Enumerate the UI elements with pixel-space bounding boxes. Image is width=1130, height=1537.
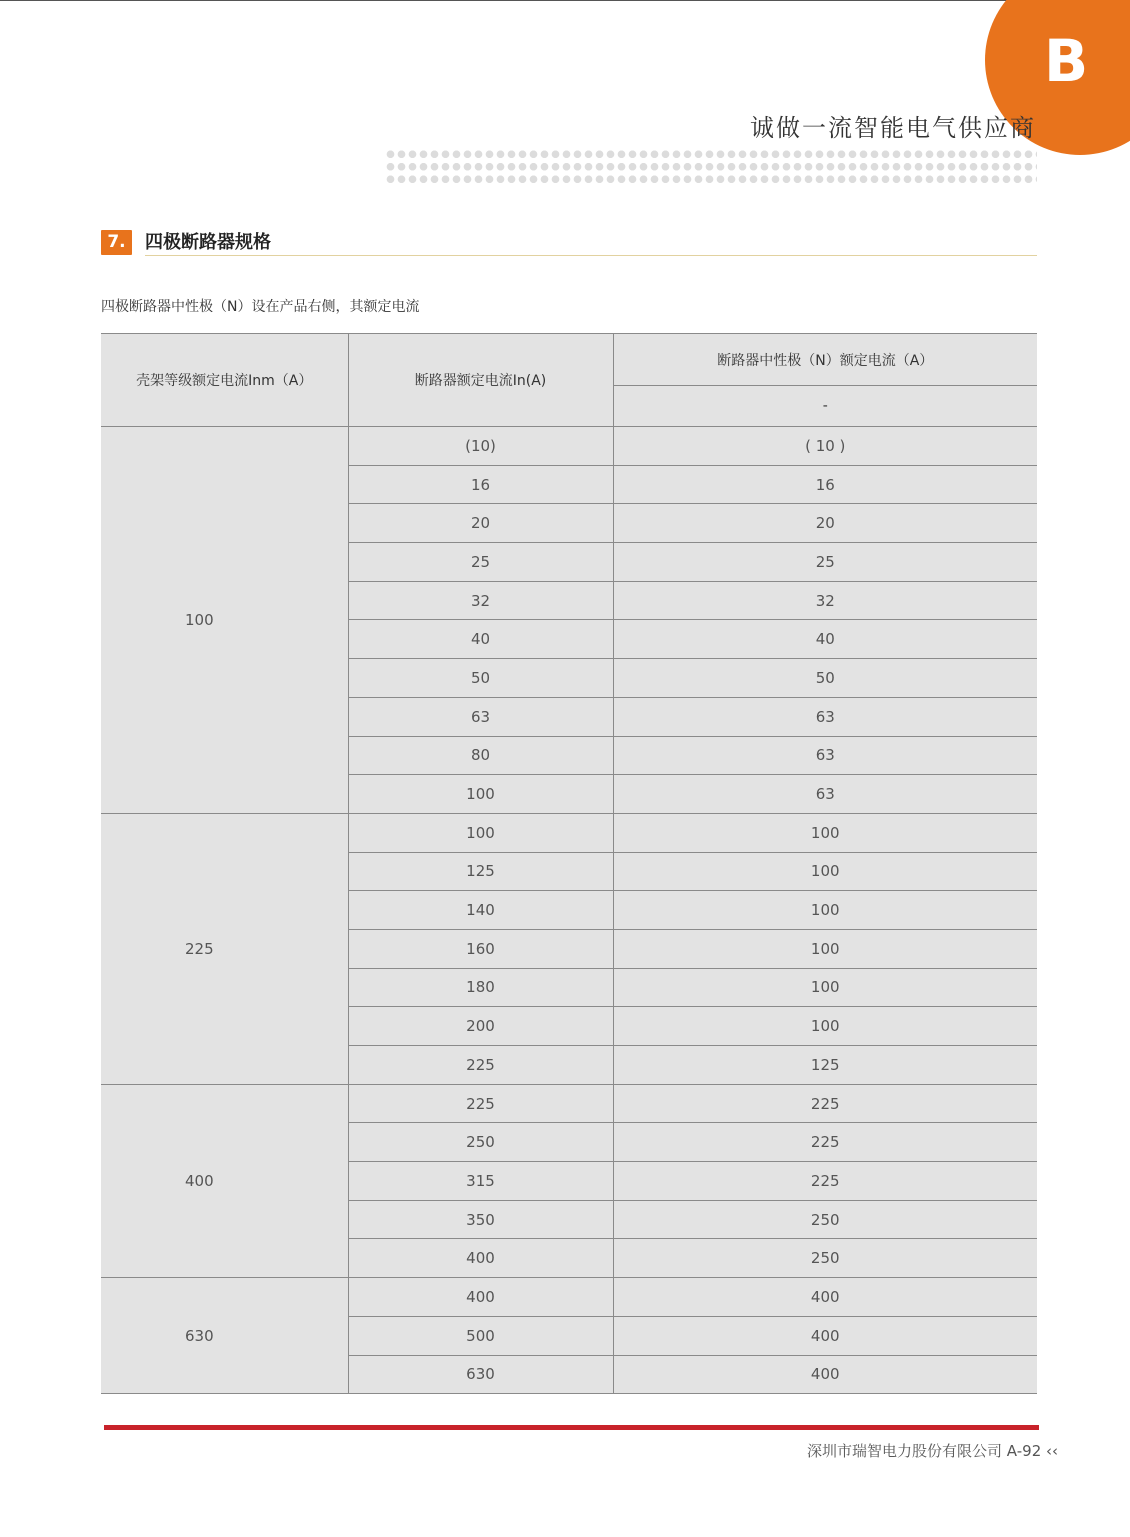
neutral-current-cell: 50 — [613, 659, 1037, 698]
breaker-current-cell: 125 — [348, 852, 613, 891]
section-intro-text: 四极断路器中性极（N）设在产品右侧，其额定电流 — [101, 299, 420, 315]
neutral-current-cell: 225 — [613, 1123, 1037, 1162]
breaker-current-cell: 315 — [348, 1162, 613, 1201]
breaker-current-cell: 400 — [348, 1239, 613, 1278]
table-row — [101, 1278, 1037, 1317]
table-row — [101, 1084, 1037, 1123]
page-top-border — [0, 0, 1130, 1]
table-header-row — [101, 334, 1037, 386]
breaker-current-cell: 225 — [348, 1084, 613, 1123]
neutral-current-cell: 250 — [613, 1239, 1037, 1278]
neutral-current-cell: 63 — [613, 736, 1037, 775]
section-badge-letter: B — [1044, 27, 1089, 95]
neutral-current-cell: 125 — [613, 1046, 1037, 1085]
breaker-current-cell: 400 — [348, 1278, 613, 1317]
breaker-current-cell: 20 — [348, 504, 613, 543]
neutral-current-cell: 225 — [613, 1162, 1037, 1201]
neutral-current-cell: ( 10 ) — [613, 427, 1037, 466]
breaker-current-cell: 80 — [348, 736, 613, 775]
breaker-current-cell: 25 — [348, 543, 613, 582]
breaker-current-cell: 350 — [348, 1200, 613, 1239]
neutral-current-cell: 100 — [613, 813, 1037, 852]
breaker-current-cell: 180 — [348, 968, 613, 1007]
neutral-current-cell: 63 — [613, 697, 1037, 736]
table-row — [101, 813, 1037, 852]
breaker-current-cell: 140 — [348, 891, 613, 930]
breaker-current-cell: 50 — [348, 659, 613, 698]
header-breaker-current: 断路器额定电流In(A) — [348, 334, 613, 427]
breaker-current-cell: 200 — [348, 1007, 613, 1046]
breaker-current-cell: 500 — [348, 1316, 613, 1355]
section-heading — [101, 230, 1037, 256]
footer-red-bar — [104, 1425, 1039, 1430]
neutral-current-cell: 250 — [613, 1200, 1037, 1239]
neutral-current-cell: 225 — [613, 1084, 1037, 1123]
frame-current-cell: 630 — [101, 1278, 348, 1394]
neutral-current-cell: 400 — [613, 1316, 1037, 1355]
section-title: 四极断路器规格 — [145, 232, 271, 253]
breaker-current-cell: 100 — [348, 775, 613, 814]
breaker-current-cell: 160 — [348, 929, 613, 968]
breaker-current-cell: 16 — [348, 465, 613, 504]
neutral-current-cell: 32 — [613, 581, 1037, 620]
frame-current-cell: 100 — [101, 427, 348, 814]
neutral-current-cell: 100 — [613, 852, 1037, 891]
table-row — [101, 427, 1037, 466]
header-neutral-sub: - — [613, 386, 1037, 427]
section-underline — [145, 255, 1037, 256]
section-number: 7. — [101, 230, 132, 255]
neutral-current-cell: 400 — [613, 1355, 1037, 1394]
breaker-current-cell: 250 — [348, 1123, 613, 1162]
decorative-dot-pattern — [385, 148, 1037, 186]
header-frame-current: 壳架等级额定电流Inm（A） — [101, 334, 348, 427]
neutral-current-cell: 40 — [613, 620, 1037, 659]
neutral-current-cell: 25 — [613, 543, 1037, 582]
neutral-current-cell: 100 — [613, 1007, 1037, 1046]
neutral-current-cell: 100 — [613, 929, 1037, 968]
header-neutral-current: 断路器中性极（N）额定电流（A） — [613, 334, 1037, 386]
breaker-current-cell: (10) — [348, 427, 613, 466]
neutral-current-cell: 16 — [613, 465, 1037, 504]
neutral-current-cell: 400 — [613, 1278, 1037, 1317]
footer-company-page: 深圳市瑞智电力股份有限公司 A-92 ‹‹ — [807, 1442, 1058, 1460]
neutral-current-cell: 100 — [613, 891, 1037, 930]
neutral-current-cell: 100 — [613, 968, 1037, 1007]
frame-current-cell: 225 — [101, 813, 348, 1084]
breaker-current-cell: 40 — [348, 620, 613, 659]
spec-table-body — [101, 334, 1037, 1394]
breaker-current-cell: 63 — [348, 697, 613, 736]
breaker-current-cell: 225 — [348, 1046, 613, 1085]
frame-current-cell: 400 — [101, 1084, 348, 1277]
breaker-current-cell: 100 — [348, 813, 613, 852]
four-pole-breaker-spec-table — [101, 333, 1037, 1394]
breaker-current-cell: 32 — [348, 581, 613, 620]
breaker-current-cell: 630 — [348, 1355, 613, 1394]
header-slogan: 诚做一流智能电气供应商 — [750, 114, 1036, 142]
neutral-current-cell: 20 — [613, 504, 1037, 543]
neutral-current-cell: 63 — [613, 775, 1037, 814]
